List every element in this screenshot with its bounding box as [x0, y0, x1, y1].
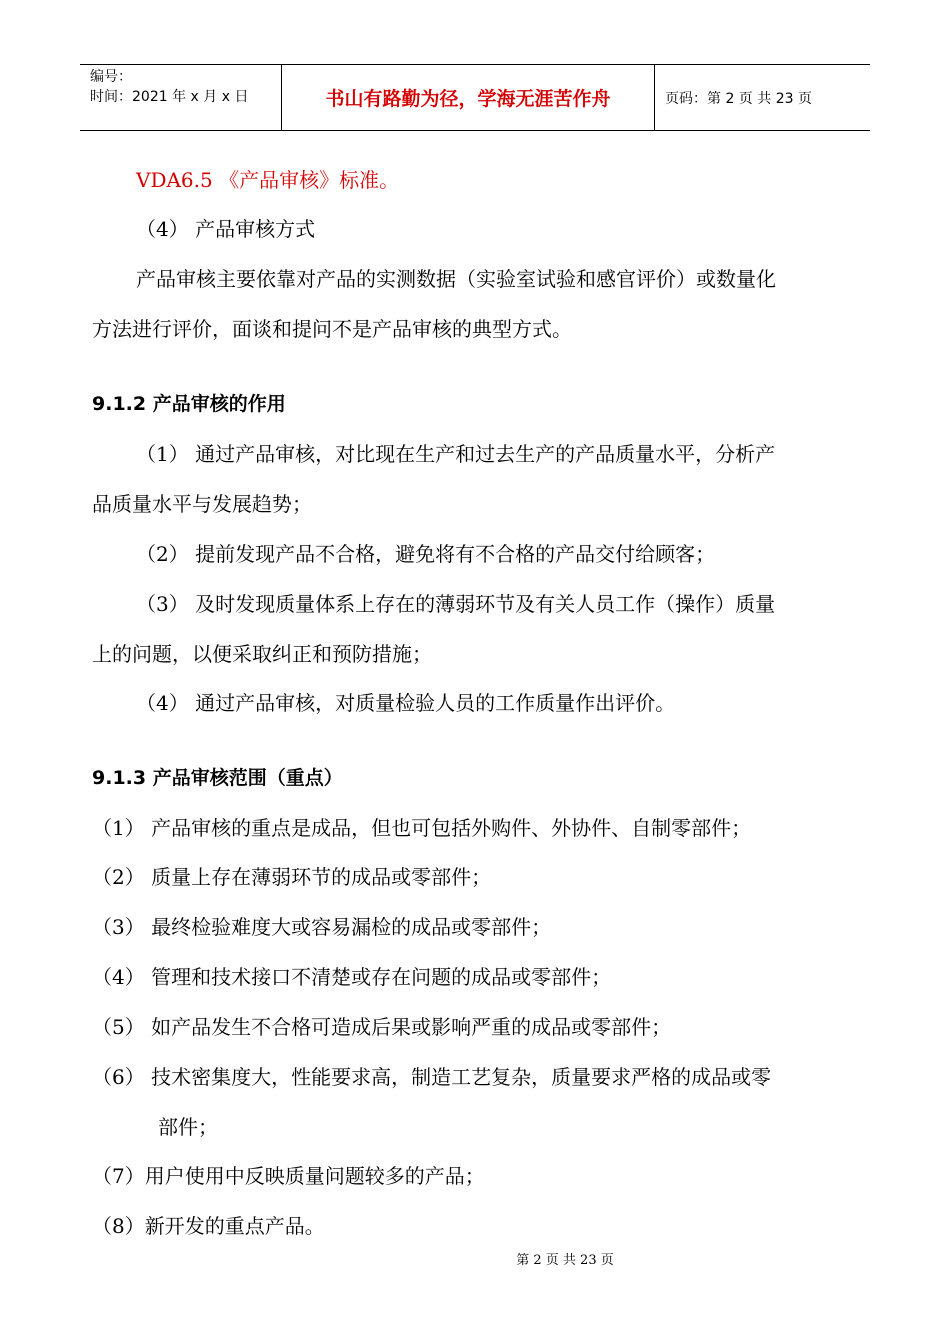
list-item: （8）新开发的重点产品。: [92, 1214, 325, 1238]
list-item: 上的问题，以便采取纠正和预防措施；: [92, 642, 432, 666]
list-item: （2） 提前发现产品不合格，避免将有不合格的产品交付给顾客；: [136, 542, 716, 566]
list-item: （1） 产品审核的重点是成品，但也可包括外购件、外协件、自制零部件；: [92, 816, 752, 840]
paragraph-line: 方法进行评价，面谈和提问不是产品审核的典型方式。: [92, 317, 572, 341]
page-footer: [0, 1249, 950, 1268]
doc-time-label: 时间：2021 年 x 月 x 日: [90, 89, 249, 105]
list-item: （6） 技术密集度大，性能要求高，制造工艺复杂，质量要求严格的成品或零: [92, 1065, 772, 1089]
list-item: （1） 通过产品审核，对比现在生产和过去生产的产品质量水平，分析产: [136, 442, 776, 466]
header-motto: 书山有路勤为径，学海无涯苦作舟: [282, 65, 655, 130]
page-header: [80, 64, 870, 131]
section-heading-913: 9.1.3 产品审核范围（重点）: [92, 767, 343, 789]
header-page-info: 页码：第 2 页 共 23 页: [665, 90, 812, 107]
list-item: （5） 如产品发生不合格可造成后果或影响严重的成品或零部件；: [92, 1015, 672, 1039]
header-meta: [80, 65, 282, 130]
list-item: 部件；: [158, 1115, 218, 1139]
list-item: 品质量水平与发展趋势；: [92, 492, 312, 516]
list-item: （2） 质量上存在薄弱环节的成品或零部件；: [92, 865, 492, 889]
list-item: （4） 管理和技术接口不清楚或存在问题的成品或零部件；: [92, 965, 612, 989]
doc-number-label: 编号：: [90, 69, 132, 85]
list-item: （3） 及时发现质量体系上存在的薄弱环节及有关人员工作（操作）质量: [136, 592, 776, 616]
section-heading-912: 9.1.2 产品审核的作用: [92, 393, 286, 415]
list-item: （7）用户使用中反映质量问题较多的产品；: [92, 1164, 485, 1188]
list-item: （3） 最终检验难度大或容易漏检的成品或零部件；: [92, 915, 552, 939]
list-item: （4） 通过产品审核，对质量检验人员的工作质量作出评价。: [136, 691, 676, 715]
standard-reference: VDA6.5 《产品审核》标准。: [136, 168, 400, 192]
footer-page-number: 第 2 页 共 23 页: [516, 1253, 614, 1268]
paragraph-line: （4） 产品审核方式: [136, 217, 316, 241]
paragraph-line: 产品审核主要依靠对产品的实测数据（实验室试验和感官评价）或数量化: [136, 267, 776, 291]
